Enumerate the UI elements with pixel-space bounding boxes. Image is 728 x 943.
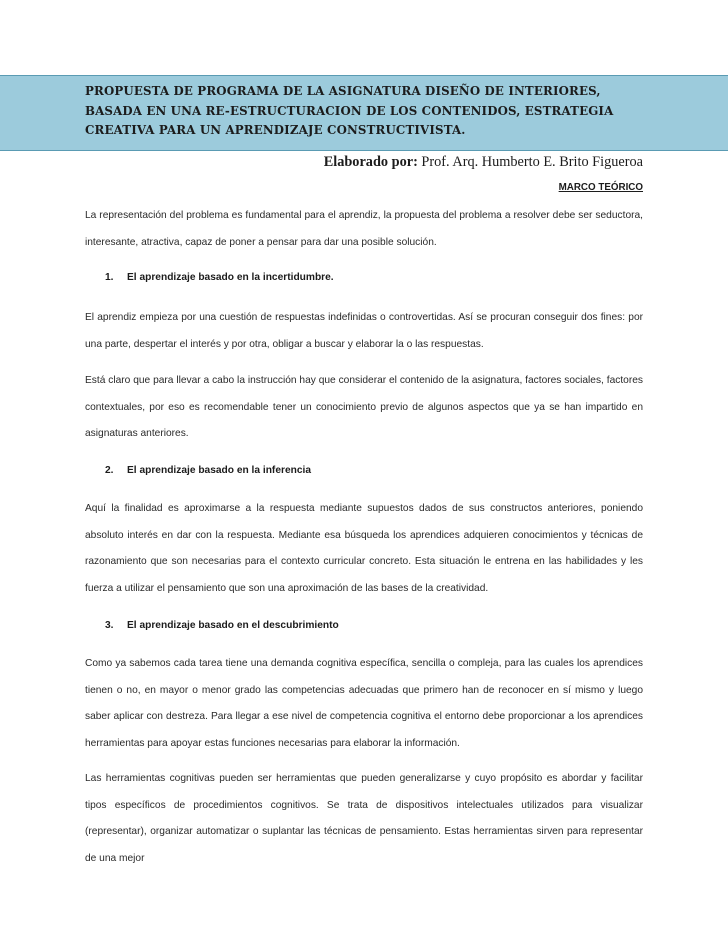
heading-number: 3. <box>105 620 114 631</box>
paragraph-6: Las herramientas cognitivas pueden ser herramientas que pueden generalizarse y cuyo propósito es abordar y facilitar tipos específicos de procedimientos cognitivos. Se trata de dispositivos intelectuales utilizados para visualizar (representar), organizar automatizar o suplantar las técnicas de pensamiento. Estas herramientas sirven para representar de una mejor <box>85 773 643 864</box>
paragraph-1: La representación del problema es fundamental para el aprendiz, la propuesta del problema a resolver debe ser seductora, interesante, atractiva, capaz de poner a pensar para dar una posible solución. <box>85 210 643 248</box>
author-name: Prof. Arq. Humberto E. Brito Figueroa <box>421 154 643 170</box>
heading-text: El aprendizaje basado en la incertidumbre. <box>127 272 334 283</box>
paragraph-4: Aquí la finalidad es aproximarse a la respuesta mediante supuestos dados de sus constructos anteriores, poniendo absoluto interés en dar con la respuesta. Mediante esa búsqueda los aprendices adquieren conocimientos y técnicas de razonamiento que son necesarias para el contexto curricular concreto. Esta situación le entrena en las habilidades y les fuerza a utilizar el pensamiento que son una aproximación de las bases de la creatividad. <box>85 503 643 594</box>
author-line <box>324 154 643 171</box>
heading-number: 1. <box>105 272 114 283</box>
heading-text: El aprendizaje basado en el descubrimiento <box>127 620 339 631</box>
heading-number: 2. <box>105 465 114 476</box>
document-title: PROPUESTA DE PROGRAMA DE LA ASIGNATURA DISEÑO DE INTERIORES, BASADA EN UNA RE-ESTRUCTURACION DE LOS CONTENIDOS, ESTRATEGIA CREATIVA PARA UN APRENDIZAJE CONSTRUCTIVISTA. <box>85 84 614 137</box>
paragraph-2: El aprendiz empieza por una cuestión de respuestas indefinidas o controvertidas. Así se procuran conseguir dos fines: por una parte, despertar el interés y por otra, obligar a buscar y elaborar la o las respuestas. <box>85 312 643 350</box>
heading-1 <box>105 272 334 283</box>
section-label: MARCO TEÓRICO <box>558 182 643 193</box>
author-label: Elaborado por: <box>323 154 418 170</box>
heading-3 <box>105 620 339 631</box>
paragraph-5: Como ya sabemos cada tarea tiene una demanda cognitiva específica, sencilla o compleja, para las cuales los aprendices tienen o no, en mayor o menor grado las competencias adecuadas que primero han de reconocer en sí mismo y luego saber aplicar con destreza. Para llegar a ese nivel de competencia cognitiva el entorno debe proporcionar a los aprendices herramientas para apoyar estas funciones necesarias para elaborar la información. <box>85 658 643 749</box>
heading-2 <box>105 465 311 476</box>
heading-text: El aprendizaje basado en la inferencia <box>127 465 312 476</box>
paragraph-3: Está claro que para llevar a cabo la instrucción hay que considerar el contenido de la asignatura, factores sociales, factores contextuales, por eso es recomendable tener un conocimiento previo de algunos aspectos que ya se han impartido en asignaturas anteriores. <box>85 375 643 439</box>
